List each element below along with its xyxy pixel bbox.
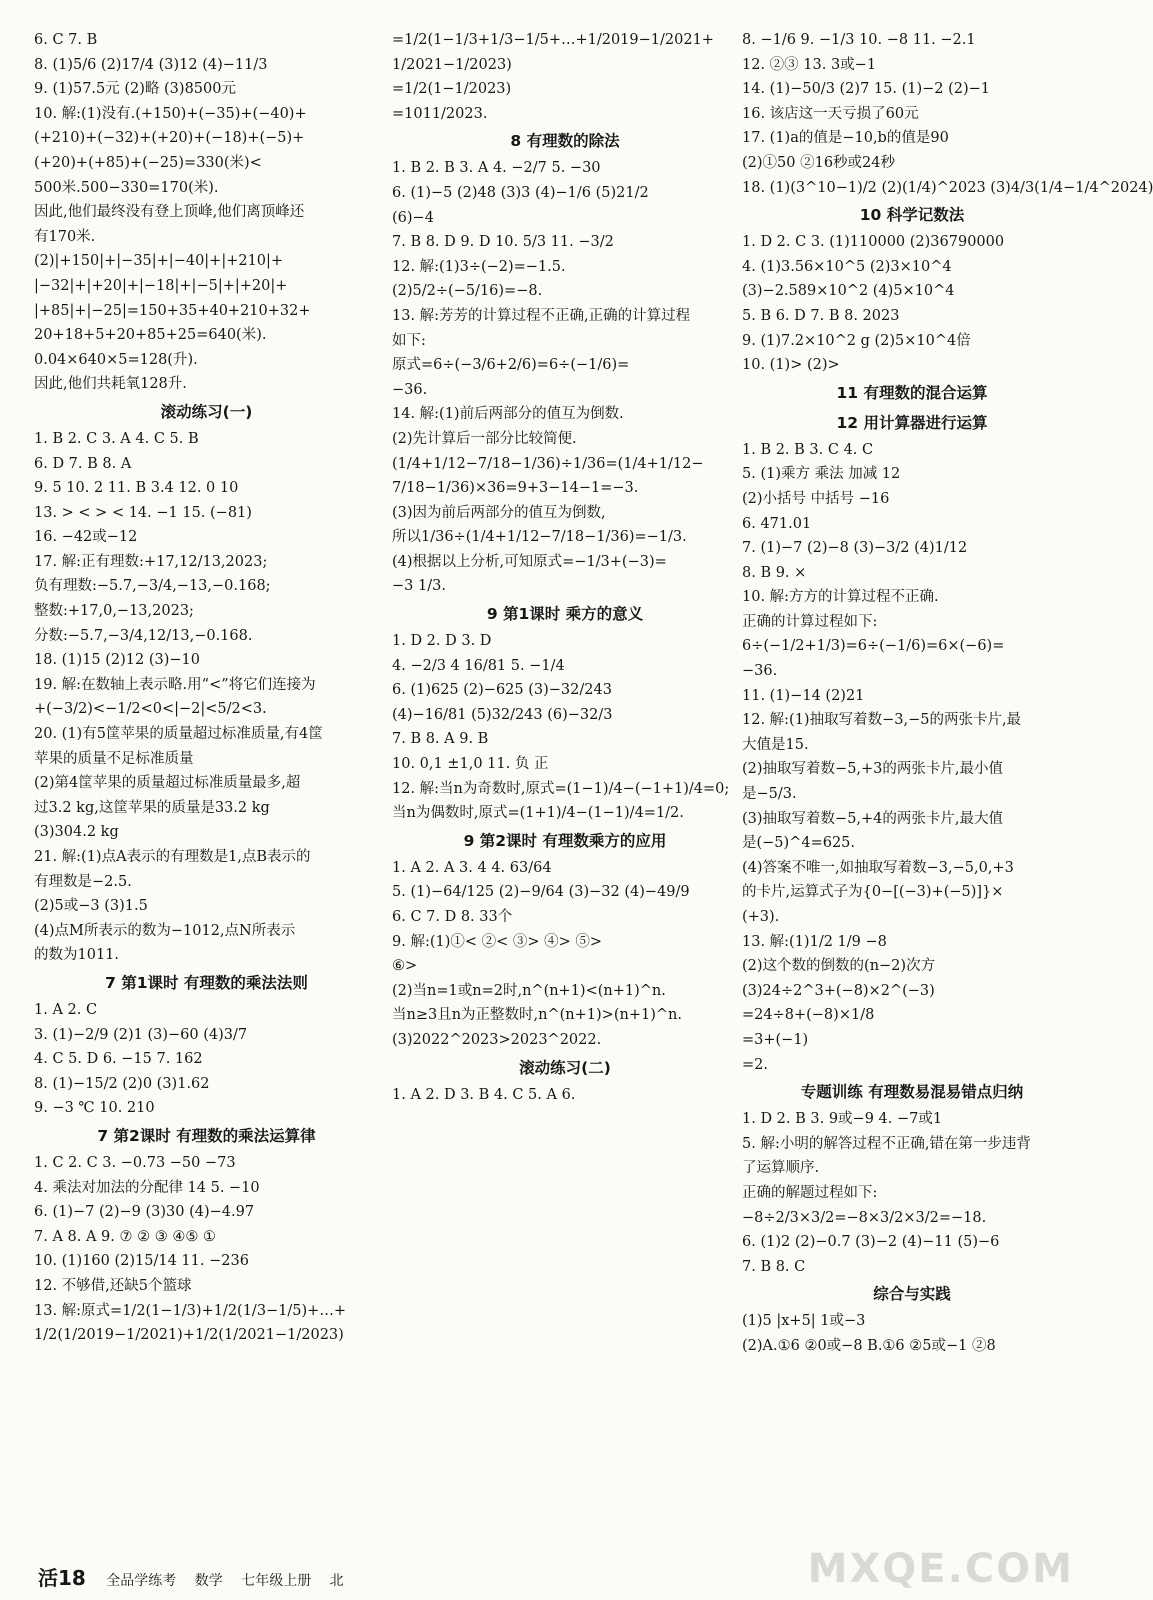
section-heading: 专题训练 有理数易混易错点归纳 bbox=[800, 1083, 1024, 1102]
answer-line: (2)|+150|+|−35|+|−40|+|+210|+ bbox=[34, 253, 284, 270]
answer-line: =3+(−1) bbox=[742, 1031, 809, 1048]
answer-line: 8. (1)5/6 (2)17/4 (3)12 (4)−11/3 bbox=[34, 56, 268, 73]
answer-line: (1)5 |x+5| 1或−3 bbox=[742, 1313, 866, 1330]
answer-line: 10. (1)160 (2)15/14 11. −236 bbox=[34, 1253, 249, 1270]
answer-line: 分数:−5.7,−3/4,12/13,−0.168. bbox=[34, 627, 253, 644]
answer-line: 4. (1)3.56×10^5 (2)3×10^4 bbox=[742, 258, 952, 275]
answer-line: 10. 解:(1)没有.(+150)+(−35)+(−40)+ bbox=[34, 105, 307, 122]
grade-label: 七年级上册 bbox=[241, 1573, 312, 1589]
section-heading: 11 有理数的混合运算 bbox=[836, 383, 988, 402]
answer-line: 9. −3 ℃ 10. 210 bbox=[34, 1100, 155, 1117]
answer-line: 1. C 2. C 3. −0.73 −50 −73 bbox=[34, 1154, 236, 1171]
answer-line: (1/4+1/12−7/18−1/36)÷1/36=(1/4+1/12− bbox=[392, 455, 704, 472]
page-footer bbox=[38, 1562, 358, 1591]
answer-line: 17. 解:正有理数:+17,12/13,2023; bbox=[34, 553, 268, 570]
subject-label: 数学 bbox=[194, 1573, 223, 1589]
answer-line: 1. B 2. B 3. C 4. C bbox=[742, 441, 874, 458]
answer-line: −8÷2/3×3/2=−8×3/2×3/2=−18. bbox=[742, 1209, 987, 1226]
answer-line: (2)小括号 中括号 −16 bbox=[742, 490, 890, 507]
answer-line: 14. 解:(1)前后两部分的值互为倒数. bbox=[392, 406, 624, 423]
answer-line: 有170米. bbox=[34, 228, 96, 245]
answer-line: 因此,他们共耗氧128升. bbox=[34, 376, 187, 393]
answer-line: (+210)+(−32)+(+20)+(−18)+(−5)+ bbox=[34, 130, 305, 147]
answer-line: 13. 解:原式=1/2(1−1/3)+1/2(1/3−1/5)+…+ bbox=[34, 1302, 346, 1319]
answer-line: 1/2021−1/2023) bbox=[392, 56, 512, 73]
answer-line: 了运算顺序. bbox=[742, 1160, 820, 1177]
answer-line: 1. A 2. A 3. 4 4. 63/64 bbox=[392, 859, 552, 876]
answer-line: −3 1/3. bbox=[392, 578, 446, 595]
answer-line: 负有理数:−5.7,−3/4,−13,−0.168; bbox=[34, 578, 271, 595]
answer-line: 因此,他们最终没有登上顶峰,他们离顶峰还 bbox=[34, 204, 305, 221]
page-number: 活18 bbox=[38, 1566, 86, 1590]
answer-line: 5. 解:小明的解答过程不正确,错在第一步违背 bbox=[742, 1135, 1031, 1152]
answer-line: 14. (1)−50/3 (2)7 15. (1)−2 (2)−1 bbox=[742, 81, 991, 98]
answer-line: 18. (1)15 (2)12 (3)−10 bbox=[34, 652, 201, 669]
answer-line: (2)当n=1或n=2时,n^(n+1)<(n+1)^n. bbox=[392, 982, 666, 999]
answer-line: 1/2(1/2019−1/2021)+1/2(1/2021−1/2023) bbox=[34, 1327, 344, 1344]
book-title: 全品学练考 bbox=[106, 1573, 177, 1589]
answer-line: (3)2022^2023>2023^2022. bbox=[392, 1031, 602, 1048]
answer-line: 9. (1)57.5元 (2)略 (3)8500元 bbox=[34, 81, 236, 98]
answer-line: 12. 不够借,还缺5个篮球 bbox=[34, 1277, 192, 1294]
answer-line: 500米.500−330=170(米). bbox=[34, 179, 219, 196]
answer-line: 6. D 7. B 8. A bbox=[34, 455, 132, 472]
answer-line: 所以1/36÷(1/4+1/12−7/18−1/36)=−1/3. bbox=[392, 529, 687, 546]
section-heading: 综合与实践 bbox=[873, 1285, 951, 1304]
answer-line: 9. (1)7.2×10^2 g (2)5×10^4倍 bbox=[742, 332, 971, 349]
answer-line: (3)因为前后两部分的值互为倒数, bbox=[392, 504, 606, 521]
answer-line: =24÷8+(−8)×1/8 bbox=[742, 1007, 875, 1024]
answer-line: (4)点M所表示的数为−1012,点N所表示 bbox=[34, 922, 296, 939]
answer-line: 9. 5 10. 2 11. B 3.4 12. 0 10 bbox=[34, 480, 239, 497]
answer-line: 1. B 2. C 3. A 4. C 5. B bbox=[34, 430, 199, 447]
answer-line: (2)先计算后一部分比较简便. bbox=[392, 430, 577, 447]
answer-line: ⑥> bbox=[392, 958, 418, 975]
answer-line: 12. ②③ 13. 3或−1 bbox=[742, 56, 877, 73]
answer-line: (4)答案不唯一,如抽取写着数−3,−5,0,+3 bbox=[742, 859, 1014, 876]
answer-line: 苹果的质量不足标准质量 bbox=[34, 750, 194, 767]
answer-line: 6÷(−1/2+1/3)=6÷(−1/6)=6×(−6)= bbox=[742, 638, 1005, 655]
answer-line: 7/18−1/36)×36=9+3−14−1=−3. bbox=[392, 480, 639, 497]
answer-line: 1. B 2. B 3. A 4. −2/7 5. −30 bbox=[392, 160, 601, 177]
answer-line: (4)根据以上分析,可知原式=−1/3+(−3)= bbox=[392, 553, 667, 570]
section-heading: 滚动练习(二) bbox=[519, 1058, 611, 1077]
answer-line: 13. 解:(1)1/2 1/9 −8 bbox=[742, 933, 887, 950]
answer-line: 6. C 7. B bbox=[34, 32, 98, 48]
section-heading: 8 有理数的除法 bbox=[510, 132, 620, 151]
answer-line: 6. (1)625 (2)−625 (3)−32/243 bbox=[392, 682, 612, 699]
answer-line: (+3). bbox=[742, 909, 780, 925]
answer-line: 过3.2 kg,这筐苹果的质量是33.2 kg bbox=[34, 799, 270, 816]
answer-line: 6. 471.01 bbox=[742, 515, 812, 532]
answer-line: 8. (1)−15/2 (2)0 (3)1.62 bbox=[34, 1075, 210, 1092]
answer-line: 5. B 6. D 7. B 8. 2023 bbox=[742, 307, 900, 324]
answer-line: (2)这个数的倒数的(n−2)次方 bbox=[742, 958, 936, 975]
section-heading: 7 第2课时 有理数的乘法运算律 bbox=[97, 1126, 316, 1145]
answer-line: 16. 该店这一天亏损了60元 bbox=[742, 105, 919, 122]
answer-line: 7. B 8. A 9. B bbox=[392, 731, 489, 748]
answer-line: 1. D 2. C 3. (1)110000 (2)36790000 bbox=[742, 234, 1005, 251]
answer-line: 10. (1)> (2)> bbox=[742, 357, 840, 374]
answer-line: (4)−16/81 (5)32/243 (6)−32/3 bbox=[392, 706, 613, 723]
answer-line: 16. −42或−12 bbox=[34, 529, 138, 546]
answer-line: 5. (1)乘方 乘法 加减 12 bbox=[742, 466, 901, 483]
answer-line: 18. (1)(3^10−1)/2 (2)(1/4)^2023 (3)4/3(1/4−1/4^2024) bbox=[742, 179, 1153, 196]
watermark: MXQE.COM bbox=[807, 1546, 1074, 1592]
answer-line: |+85|+|−25|=150+35+40+210+32+ bbox=[34, 302, 311, 319]
column-middle bbox=[392, 28, 738, 1107]
answer-line: +(−3/2)<−1/2<0<|−2|<5/2<3. bbox=[34, 701, 267, 718]
section-heading: 10 科学记数法 bbox=[859, 206, 965, 225]
answer-line: (2)A.①6 ②0或−8 B.①6 ②5或−1 ②8 bbox=[742, 1337, 996, 1354]
answer-line: 5. (1)−64/125 (2)−9/64 (3)−32 (4)−49/9 bbox=[392, 884, 690, 901]
answer-line: 如下: bbox=[392, 332, 426, 349]
answer-line: 4. C 5. D 6. −15 7. 162 bbox=[34, 1051, 203, 1068]
answer-line: (6)−4 bbox=[392, 209, 434, 226]
answer-line: 8. −1/6 9. −1/3 10. −8 11. −2.1 bbox=[742, 32, 976, 48]
answer-line: 17. (1)a的值是−10,b的值是90 bbox=[742, 130, 949, 147]
column-left bbox=[34, 28, 379, 1348]
answer-line: 7. B 8. C bbox=[742, 1258, 806, 1275]
answer-line: 原式=6÷(−3/6+2/6)=6÷(−1/6)= bbox=[392, 357, 630, 374]
answer-line: 整数:+17,0,−13,2023; bbox=[34, 603, 194, 620]
answer-line: 正确的计算过程如下: bbox=[742, 613, 878, 630]
answer-line: 的数为1011. bbox=[34, 947, 120, 964]
column-right bbox=[742, 28, 1153, 1359]
answer-line: 3. (1)−2/9 (2)1 (3)−60 (4)3/7 bbox=[34, 1026, 248, 1043]
answer-line: (2)①50 ②16秒或24秒 bbox=[742, 154, 896, 171]
answer-line: 0.04×640×5=128(升). bbox=[34, 351, 198, 368]
answer-line: 12. 解:(1)抽取写着数−3,−5的两张卡片,最 bbox=[742, 712, 1022, 729]
answer-line: 当n≥3且n为正整数时,n^(n+1)>(n+1)^n. bbox=[392, 1007, 682, 1024]
answer-line: 10. 0,1 ±1,0 11. 负 正 bbox=[392, 756, 549, 773]
answer-line: −36. bbox=[742, 663, 778, 680]
answer-line: 1. D 2. B 3. 9或−9 4. −7或1 bbox=[742, 1111, 943, 1128]
answer-line: 10. 解:方方的计算过程不正确. bbox=[742, 589, 939, 606]
answer-line: 9. 解:(1)①< ②< ③> ④> ⑤> bbox=[392, 933, 603, 950]
answer-line: 20. (1)有5筐苹果的质量超过标准质量,有4筐 bbox=[34, 726, 323, 743]
answer-line: 13. 解:芳芳的计算过程不正确,正确的计算过程 bbox=[392, 307, 691, 324]
answer-line: 20+18+5+20+85+25=640(米). bbox=[34, 327, 267, 344]
answer-line: 1. A 2. C bbox=[34, 1001, 98, 1018]
answer-line: 1. D 2. D 3. D bbox=[392, 633, 492, 650]
answer-line: (2)抽取写着数−5,+3的两张卡片,最小值 bbox=[742, 761, 1004, 778]
answer-line: (3)−2.589×10^2 (4)5×10^4 bbox=[742, 283, 955, 300]
answer-line: 大值是15. bbox=[742, 736, 809, 753]
answer-line: 是(−5)^4=625. bbox=[742, 835, 855, 852]
answer-line: 是−5/3. bbox=[742, 786, 797, 803]
answer-line: =1/2(1−1/3+1/3−1/5+…+1/2019−1/2021+ bbox=[392, 32, 714, 48]
answer-line: 6. (1)−5 (2)48 (3)3 (4)−1/6 (5)21/2 bbox=[392, 184, 649, 201]
section-heading: 滚动练习(一) bbox=[160, 402, 253, 421]
answer-line: (+20)+(+85)+(−25)=330(米)< bbox=[34, 154, 262, 171]
section-heading: 9 第1课时 乘方的意义 bbox=[486, 605, 644, 624]
edition-label: 北 bbox=[329, 1573, 344, 1589]
answer-line: (2)第4筐苹果的质量超过标准质量最多,超 bbox=[34, 775, 301, 792]
answer-line: 7. A 8. A 9. ⑦ ② ③ ④⑤ ① bbox=[34, 1228, 216, 1245]
answer-line: (3)24÷2^3+(−8)×2^(−3) bbox=[742, 982, 935, 999]
answer-line: 4. 乘法对加法的分配律 14 5. −10 bbox=[34, 1179, 260, 1196]
answer-line: 19. 解:在数轴上表示略.用“<”将它们连接为 bbox=[34, 676, 316, 693]
answer-line: −36. bbox=[392, 381, 428, 398]
answer-line: =1011/2023. bbox=[392, 105, 488, 122]
answer-line: 6. C 7. D 8. 33个 bbox=[392, 909, 513, 925]
answer-line: 当n为偶数时,原式=(1+1)/4−(1−1)/4=1/2. bbox=[392, 805, 684, 822]
answer-line: 11. (1)−14 (2)21 bbox=[742, 687, 865, 704]
answer-line: 12. 解:(1)3÷(−2)=−1.5. bbox=[392, 258, 566, 275]
answer-line: 7. (1)−7 (2)−8 (3)−3/2 (4)1/12 bbox=[742, 540, 968, 557]
answer-line: 有理数是−2.5. bbox=[34, 873, 132, 890]
answer-line: =1/2(1−1/2023) bbox=[392, 81, 512, 98]
answer-line: 1. A 2. D 3. B 4. C 5. A 6. bbox=[392, 1086, 576, 1103]
section-heading: 12 用计算器进行运算 bbox=[836, 413, 988, 432]
answer-line: 6. (1)−7 (2)−9 (3)30 (4)−4.97 bbox=[34, 1204, 255, 1221]
answer-line: 8. B 9. × bbox=[742, 564, 807, 581]
answer-line: 13. > < > < 14. −1 15. (−81) bbox=[34, 504, 252, 521]
answer-line: 正确的解题过程如下: bbox=[742, 1184, 878, 1201]
section-heading: 9 第2课时 有理数乘方的应用 bbox=[463, 831, 667, 850]
answer-line: (2)5/2÷(−5/16)=−8. bbox=[392, 283, 543, 300]
answer-line: |−32|+|+20|+|−18|+|−5|+|+20|+ bbox=[34, 277, 288, 294]
answer-line: =2. bbox=[742, 1056, 768, 1073]
answer-line: 7. B 8. D 9. D 10. 5/3 11. −3/2 bbox=[392, 234, 614, 251]
answer-line: 的卡片,运算式子为{0−[(−3)+(−5)]}× bbox=[742, 884, 1004, 901]
answer-line: 12. 解:当n为奇数时,原式=(1−1)/4−(−1+1)/4=0; bbox=[392, 780, 730, 797]
answer-line: 6. (1)2 (2)−0.7 (3)−2 (4)−11 (5)−6 bbox=[742, 1234, 1000, 1251]
answer-line: (3)304.2 kg bbox=[34, 824, 119, 841]
answer-line: (3)抽取写着数−5,+4的两张卡片,最大值 bbox=[742, 810, 1004, 827]
section-heading: 7 第1课时 有理数的乘法法则 bbox=[105, 973, 308, 992]
answer-line: (2)5或−3 (3)1.5 bbox=[34, 898, 148, 915]
answer-line: 4. −2/3 4 16/81 5. −1/4 bbox=[392, 657, 565, 674]
answer-line: 21. 解:(1)点A表示的有理数是1,点B表示的 bbox=[34, 849, 311, 865]
